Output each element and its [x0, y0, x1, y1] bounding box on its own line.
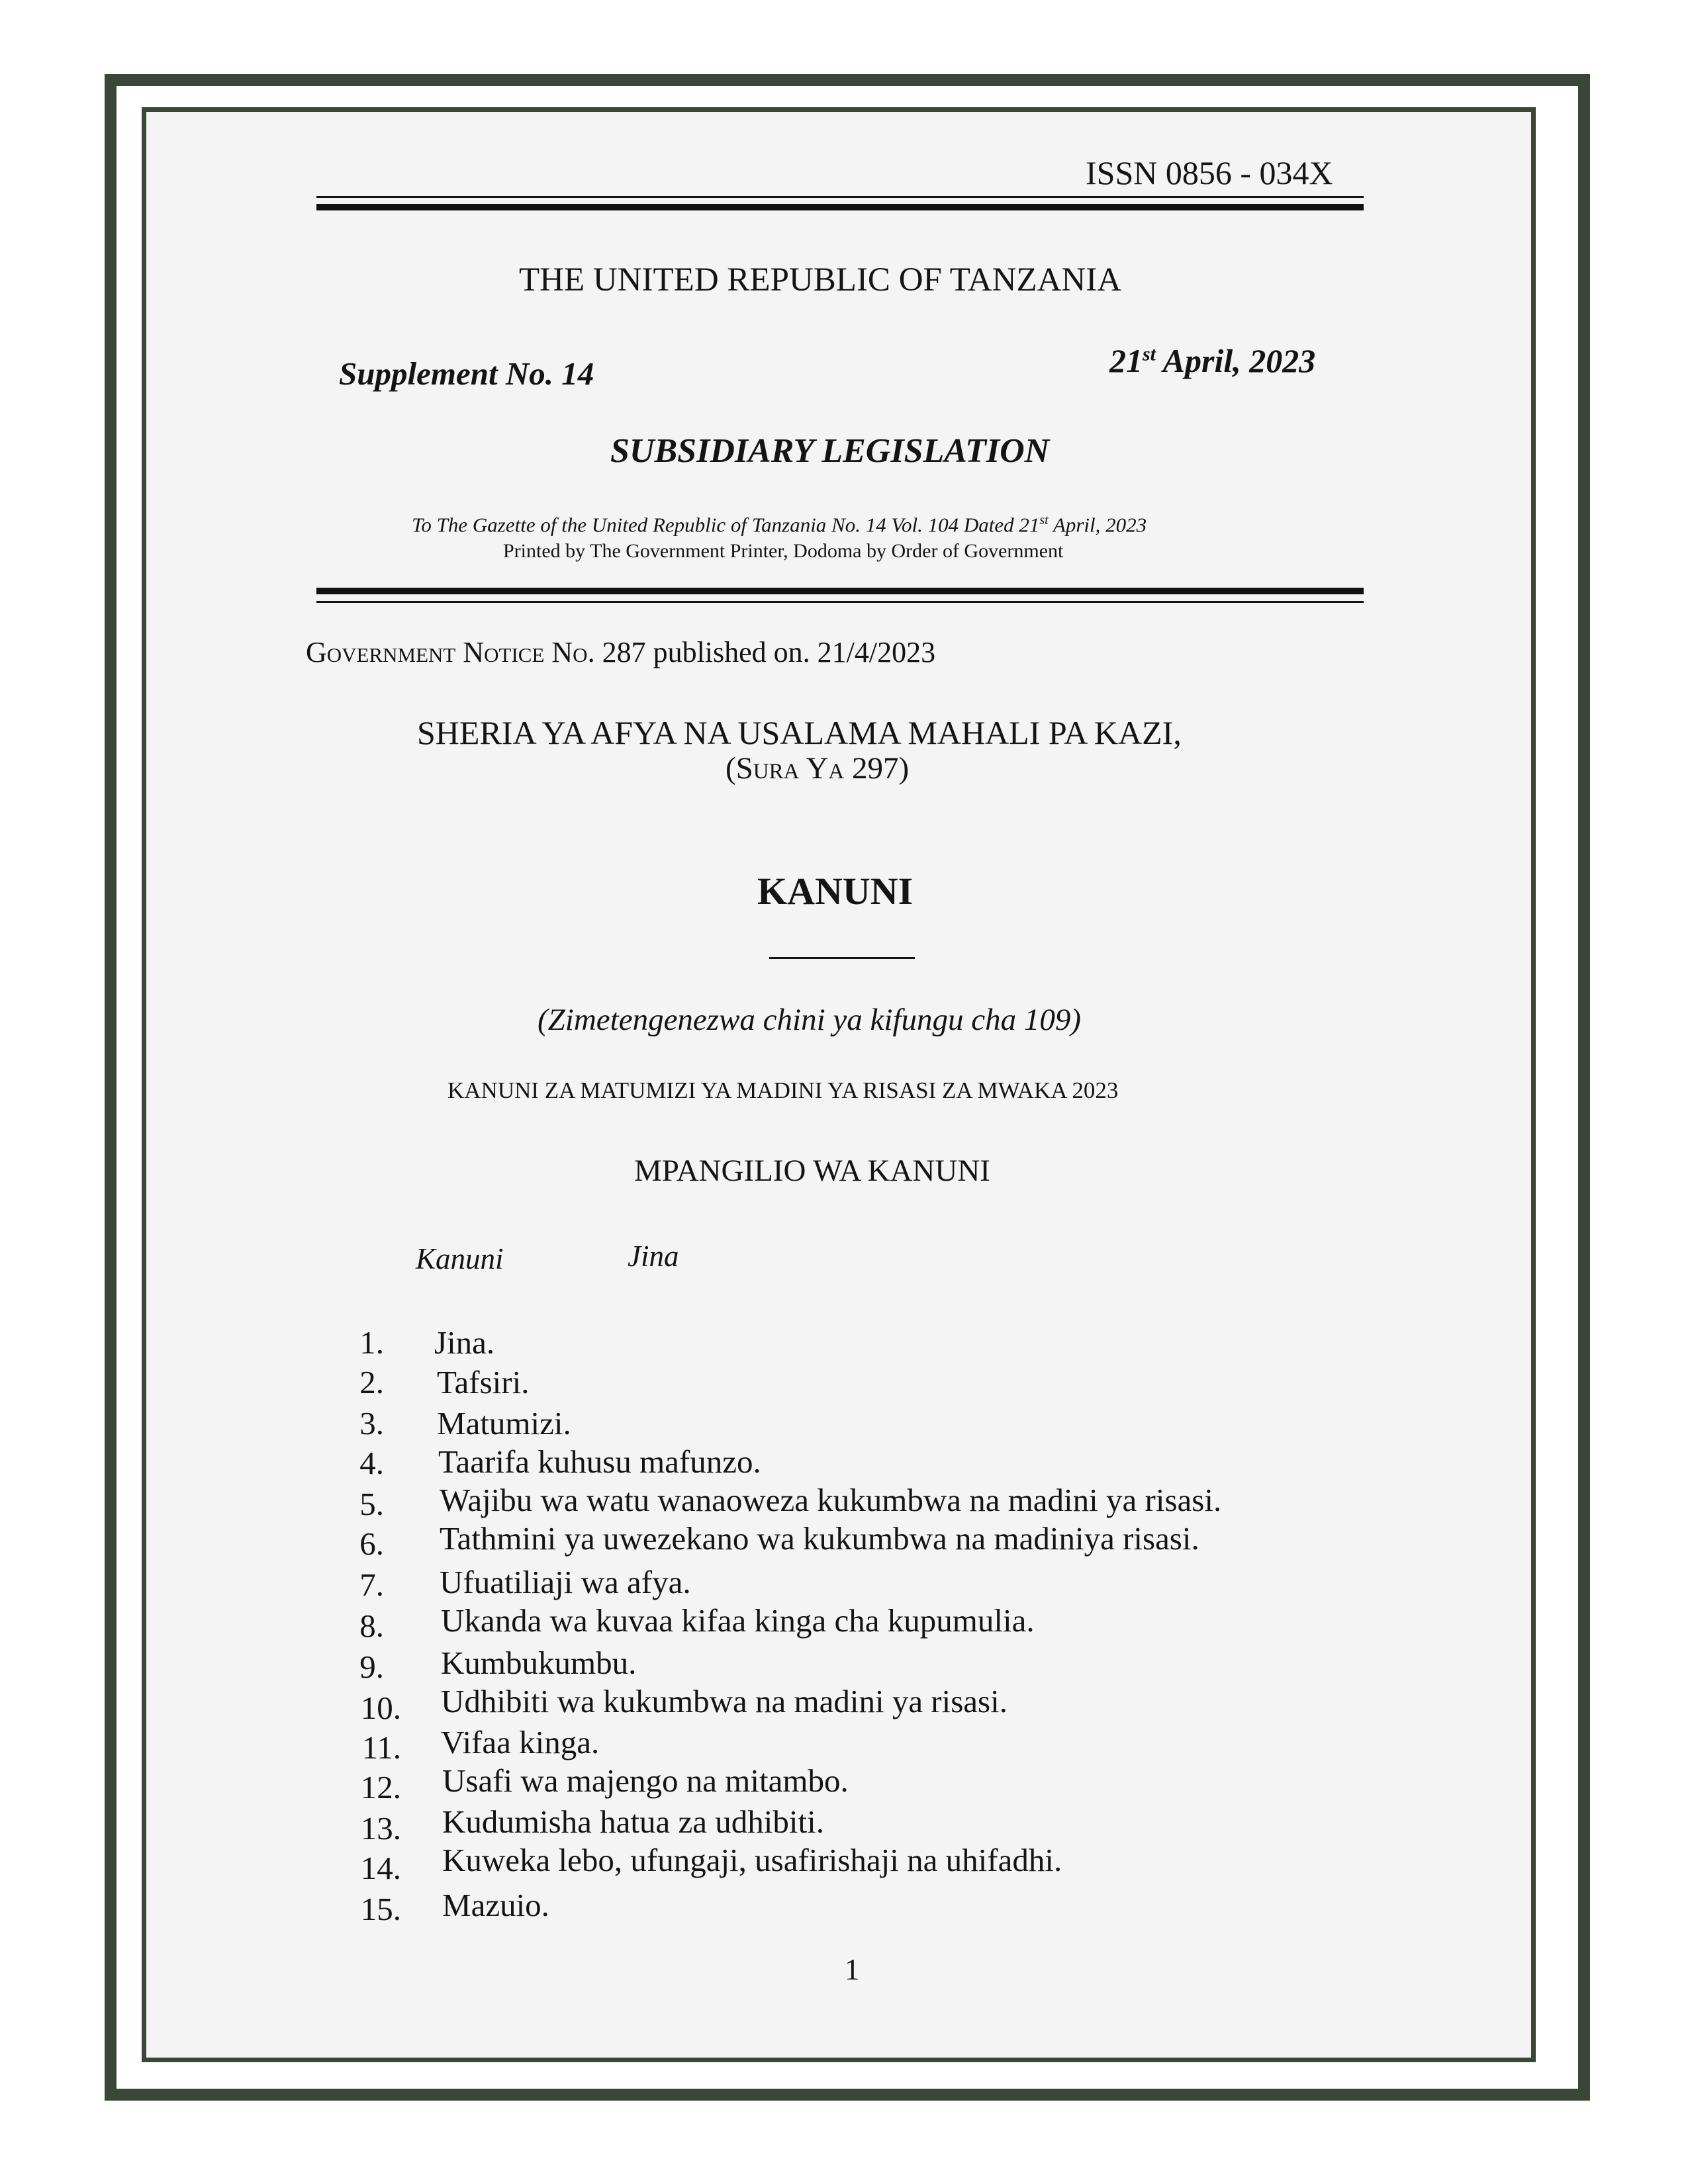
item-number: 8. [359, 1608, 384, 1644]
item-number: 5. [359, 1486, 384, 1522]
item-number: 13. [360, 1810, 401, 1846]
government-notice [306, 638, 935, 667]
item-number: 10. [360, 1690, 401, 1726]
gazette-sup: st [1039, 513, 1049, 527]
date-suffix: st [1143, 343, 1156, 365]
item-text: Taarifa kuhusu mafunzo. [438, 1443, 761, 1480]
header-top-rule-thin [316, 196, 1364, 198]
gazette-post: April, 2023 [1048, 513, 1147, 537]
item-text: Kumbukumbu. [441, 1645, 637, 1681]
header-bottom-rule-thin [316, 601, 1364, 603]
item-number: 15. [360, 1891, 401, 1927]
item-number: 2. [359, 1364, 384, 1400]
act-chapter: (Sura Ya 297) [726, 751, 910, 786]
item-number: 1. [359, 1324, 384, 1361]
item-text: Mazuio. [442, 1887, 549, 1923]
item-text: Kudumisha hatua za udhibiti. [442, 1803, 824, 1840]
act-title: SHERIA YA AFYA NA USALAMA MAHALI PA KAZI, [417, 714, 1182, 751]
item-number: 3. [359, 1405, 384, 1441]
item-number: 9. [359, 1649, 384, 1685]
notice-rest: 287 published on. 21/4/2023 [594, 636, 936, 668]
header-bottom-rule [316, 588, 1364, 594]
item-text: Usafi wa majengo na mitambo. [442, 1762, 849, 1799]
item-text: Tafsiri. [437, 1364, 530, 1400]
page-number: 1 [845, 1953, 860, 1986]
gazette-pre: To The Gazette of the United Republic of Tanzania No. 14 Vol. 104 Dated 21 [412, 513, 1040, 537]
item-number: 14. [360, 1850, 401, 1886]
item-number: 11. [361, 1729, 401, 1766]
column-name: Jina [628, 1240, 679, 1273]
item-text: Vifaa kinga. [441, 1724, 600, 1760]
item-text: Ufuatiliaji wa afya. [440, 1564, 691, 1600]
publication-date [1109, 344, 1315, 377]
supplement-number: Supplement No. 14 [339, 355, 594, 392]
gazette-line [412, 514, 1147, 535]
main-title: KANUNI [757, 870, 914, 913]
item-text: Kuweka lebo, ufungaji, usafirishaji na uhifadhi. [442, 1842, 1062, 1878]
item-text: Matumizi. [437, 1405, 571, 1441]
printer-line: Printed by The Government Printer, Dodoma by Order of Government [503, 540, 1064, 562]
date-day: 21 [1109, 342, 1143, 379]
item-text: Ukanda wa kuvaa kifaa kinga cha kupumulia. [441, 1602, 1035, 1639]
item-text: Jina. [434, 1324, 495, 1361]
header-top-rule [316, 204, 1364, 210]
regulations-title: KANUNI ZA MATUMIZI YA MADINI YA RISASI ZA MWAKA 2023 [447, 1077, 1119, 1103]
item-number: 7. [359, 1567, 384, 1603]
notice-label: Government Notice No. [306, 636, 595, 668]
made-under: (Zimetengenezwa chini ya kifungu cha 109) [538, 1003, 1082, 1037]
item-number: 12. [360, 1769, 401, 1805]
item-text: Wajibu wa watu wanaoweza kukumbwa na madini ya risasi. [440, 1482, 1222, 1518]
arrangement-title: MPANGILIO WA KANUNI [634, 1154, 990, 1188]
item-text: Udhibiti wa kukumbwa na madini ya risasi. [441, 1683, 1008, 1719]
item-number: 4. [359, 1445, 384, 1481]
column-regulation: Kanuni [416, 1242, 504, 1275]
section-title: SUBSIDIARY LEGISLATION [610, 432, 1050, 470]
date-rest: April, 2023 [1156, 342, 1316, 379]
issn: ISSN 0856 - 034X [1086, 154, 1333, 191]
title-underline [769, 957, 915, 959]
item-text: Tathmini ya uwezekano wa kukumbwa na madiniya risasi. [440, 1520, 1199, 1557]
country-title: THE UNITED REPUBLIC OF TANZANIA [519, 261, 1122, 298]
item-number: 6. [359, 1525, 384, 1562]
